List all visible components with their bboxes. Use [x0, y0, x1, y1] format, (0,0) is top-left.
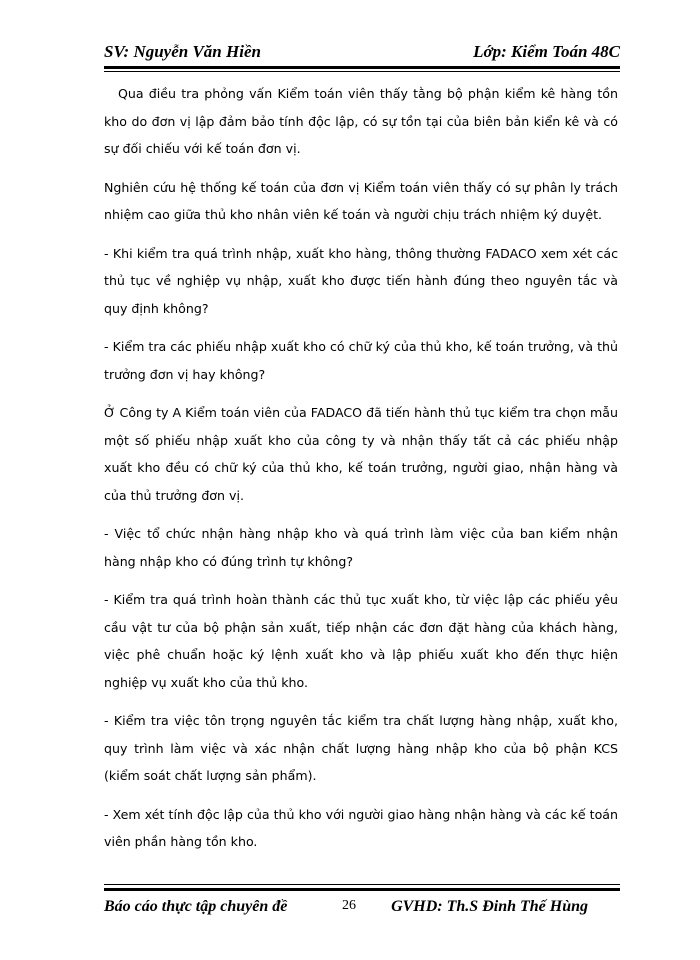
paragraph: - Kiểm tra các phiếu nhập xuất kho có chữ ký của thủ kho, kế toán trưởng, và thủ trưởng đơn vị hay không?: [104, 339, 618, 382]
header-rule-thick: [104, 66, 620, 69]
page-number: 26: [342, 898, 356, 913]
class-name: Lớp: Kiểm Toán 48C: [473, 42, 620, 61]
paragraph: Ở Công ty A Kiểm toán viên của FADACO đã tiến hành thủ tục kiểm tra chọn mẫu một số phiếu nhập xuất kho của công ty và nhận thấy tất cả các phiếu nhập xuất kho đều có chữ ký của thủ kho, kế toán trưởng, người giao, nhận hàng và của thủ trưởng đơn vị.: [104, 405, 618, 503]
paragraph: Qua điều tra phỏng vấn Kiểm toán viên thấy tằng bộ phận kiểm kê hàng tồn kho do đơn vị lập đảm bảo tính độc lập, có sự tồn tại của biên bản kiển kê và có sự đối chiếu với kế toán đơn vị.: [104, 86, 618, 156]
page-footer: [104, 894, 620, 920]
paragraph: Nghiên cứu hệ thống kế toán của đơn vị Kiểm toán viên thấy có sự phân ly trách nhiệm cao giữa thủ kho nhân viên kế toán và người chịu trách nhiệm ký duyệt.: [104, 179, 618, 222]
document-body: [104, 80, 618, 867]
student-name: SV: Nguyễn Văn Hiền: [104, 42, 261, 61]
paragraph: - Việc tổ chức nhận hàng nhập kho và quá trình làm việc của ban kiểm nhận hàng nhập kho có đúng trình tự không?: [104, 526, 618, 569]
footer-rule-thick: [104, 888, 620, 891]
footer-rule-thin: [104, 884, 620, 885]
paragraph: - Xem xét tính độc lập của thủ kho với người giao hàng nhận hàng và các kế toán viên phần hàng tồn kho.: [104, 806, 618, 849]
paragraph: - Kiểm tra việc tôn trọng nguyên tắc kiểm tra chất lượng hàng nhập, xuất kho, quy trình làm việc và xác nhận chất lượng hàng nhập kho của bộ phận KCS (kiểm soát chất lượng sản phẩm).: [104, 713, 618, 783]
page-header: [104, 40, 620, 66]
paragraph: - Khi kiểm tra quá trình nhập, xuất kho hàng, thông thường FADACO xem xét các thủ tục về nghiệp vụ nhập, xuất kho được tiến hành đúng theo nguyên tắc và quy định không?: [104, 245, 618, 316]
paragraph: - Kiểm tra quá trình hoàn thành các thủ tục xuất kho, từ việc lập các phiếu yêu cầu vật tư của bộ phận sản xuất, tiếp nhận các đơn đặt hàng của khách hàng, việc phê chuẩn hoặc ký lệnh xuất kho và lập phiếu xuất kho đến thực hiện nghiệp vụ xuất kho của thủ kho.: [104, 592, 618, 690]
report-title: Báo cáo thực tập chuyên đề: [104, 898, 288, 915]
supervisor-name: GVHD: Th.S Đinh Thế Hùng: [391, 898, 588, 915]
header-rule-thin: [104, 71, 620, 72]
